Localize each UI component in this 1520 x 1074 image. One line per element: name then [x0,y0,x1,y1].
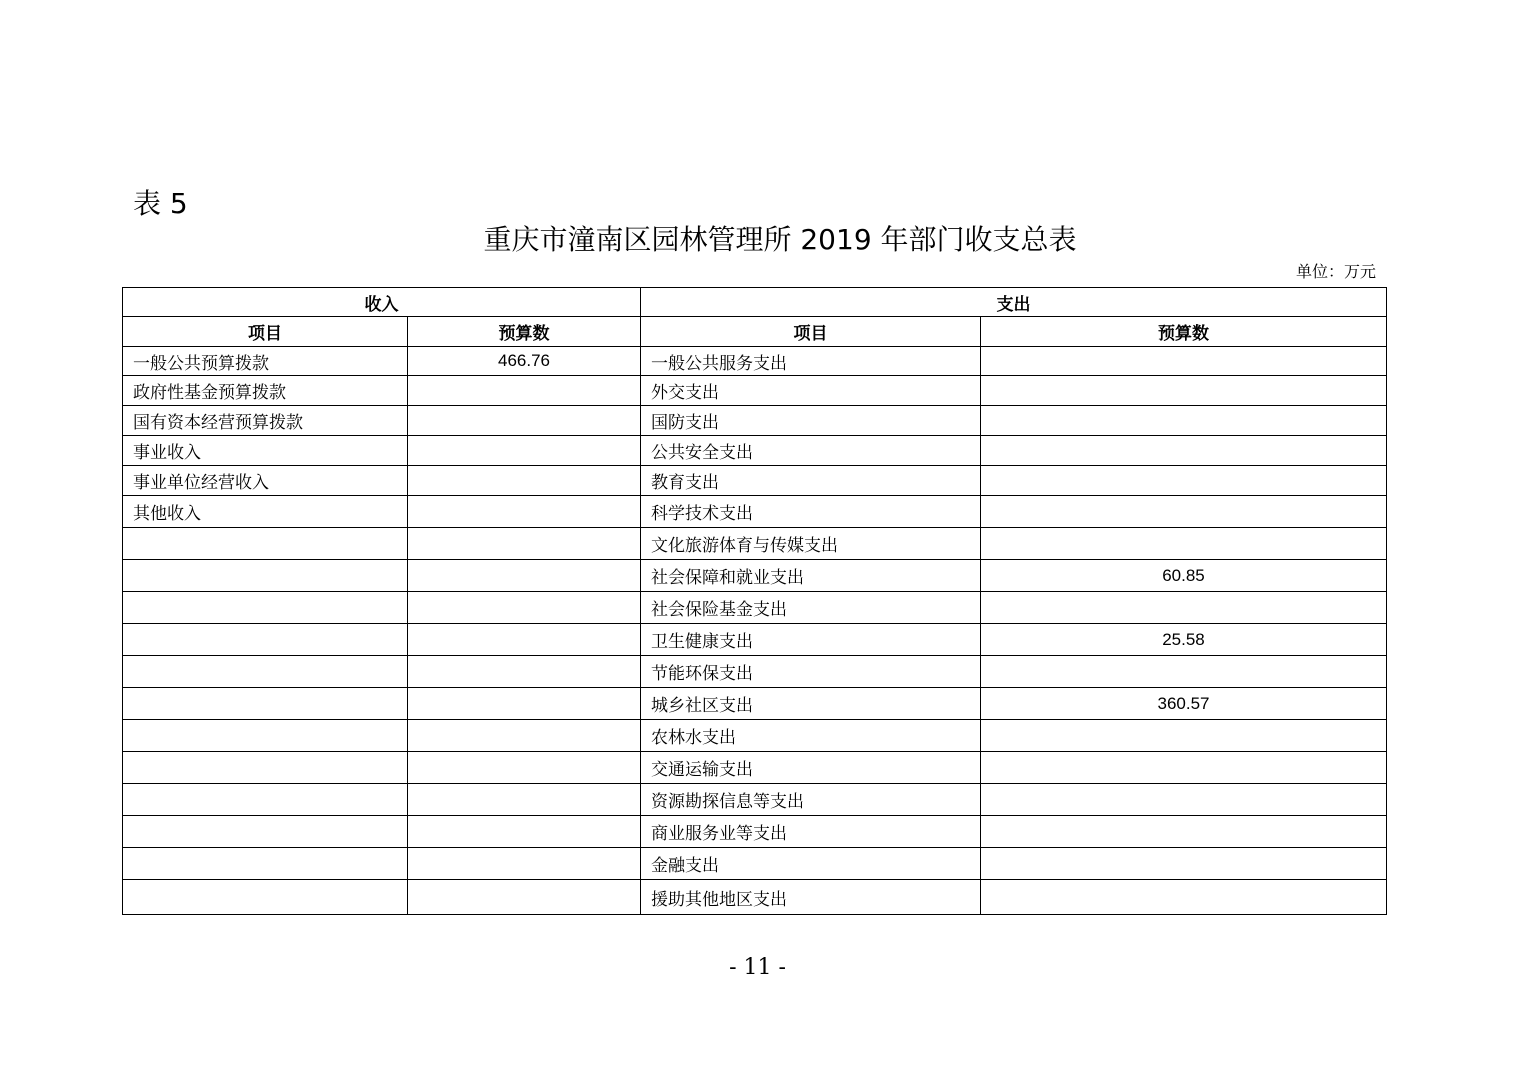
table-row [123,784,1387,816]
expense-value-cell [981,347,1387,376]
income-item-cell [123,656,408,688]
table-row [123,848,1387,880]
table-row [123,436,1387,466]
expense-value-cell [981,848,1387,880]
expense-item-cell: 教育支出 [641,466,981,496]
income-item-cell [123,560,408,592]
page-number: - 11 - [729,955,786,980]
table-row [123,496,1387,528]
expense-value-cell: 60.85 [981,560,1387,592]
income-value-cell: 466.76 [408,347,641,376]
table-row [123,347,1387,376]
income-item-cell [123,528,408,560]
income-item-header: 项目 [123,317,408,347]
expense-item-cell: 一般公共服务支出 [641,347,981,376]
income-item-cell [123,816,408,848]
expense-value-cell [981,466,1387,496]
expense-item-cell: 农林水支出 [641,720,981,752]
expense-item-cell: 公共安全支出 [641,436,981,466]
income-value-cell [408,406,641,436]
expense-item-cell: 金融支出 [641,848,981,880]
expense-item-cell: 商业服务业等支出 [641,816,981,848]
expense-budget-header: 预算数 [981,317,1387,347]
income-item-cell [123,848,408,880]
budget-table [122,287,1387,915]
income-value-cell [408,376,641,406]
table-row [123,592,1387,624]
table-row [123,880,1387,915]
expense-value-cell [981,436,1387,466]
income-header: 收入 [123,288,641,317]
expense-value-cell [981,880,1387,915]
table-row [123,688,1387,720]
table-row [123,752,1387,784]
table-row [123,406,1387,436]
table-row [123,816,1387,848]
expense-item-cell: 文化旅游体育与传媒支出 [641,528,981,560]
table-row [123,528,1387,560]
expense-item-cell: 节能环保支出 [641,656,981,688]
expense-item-cell: 城乡社区支出 [641,688,981,720]
income-value-cell [408,880,641,915]
expense-item-cell: 资源勘探信息等支出 [641,784,981,816]
expense-item-cell: 科学技术支出 [641,496,981,528]
page-title: 重庆市潼南区园林管理所 2019 年部门收支总表 [483,223,1077,256]
income-value-cell [408,752,641,784]
table-row [123,376,1387,406]
expense-item-cell: 社会保险基金支出 [641,592,981,624]
table-row [123,560,1387,592]
income-item-cell [123,688,408,720]
group-header-row [123,288,1387,317]
expense-value-cell [981,816,1387,848]
income-value-cell [408,560,641,592]
expense-value-cell [981,752,1387,784]
expense-value-cell [981,496,1387,528]
income-item-cell: 一般公共预算拨款 [123,347,408,376]
income-value-cell [408,496,641,528]
income-item-cell [123,592,408,624]
income-item-cell [123,752,408,784]
expense-value-cell [981,784,1387,816]
expense-header: 支出 [641,288,1387,317]
income-value-cell [408,436,641,466]
income-budget-header: 预算数 [408,317,641,347]
expense-value-cell [981,528,1387,560]
expense-item-cell: 国防支出 [641,406,981,436]
income-item-cell: 国有资本经营预算拨款 [123,406,408,436]
expense-value-cell [981,720,1387,752]
expense-value-cell [981,406,1387,436]
income-value-cell [408,688,641,720]
income-item-cell: 事业单位经营收入 [123,466,408,496]
income-value-cell [408,528,641,560]
expense-item-cell: 卫生健康支出 [641,624,981,656]
income-item-cell: 其他收入 [123,496,408,528]
expense-value-cell: 25.58 [981,624,1387,656]
income-value-cell [408,720,641,752]
table-label: 表 5 [133,187,188,220]
income-value-cell [408,848,641,880]
income-item-cell: 事业收入 [123,436,408,466]
expense-item-cell: 社会保障和就业支出 [641,560,981,592]
income-value-cell [408,466,641,496]
column-header-row [123,317,1387,347]
table-row [123,624,1387,656]
expense-item-cell: 交通运输支出 [641,752,981,784]
expense-value-cell [981,376,1387,406]
income-item-cell [123,624,408,656]
expense-item-cell: 外交支出 [641,376,981,406]
expense-value-cell [981,656,1387,688]
income-item-cell [123,720,408,752]
table-row [123,720,1387,752]
table-row [123,656,1387,688]
table-row [123,466,1387,496]
income-value-cell [408,816,641,848]
expense-value-cell [981,592,1387,624]
income-item-cell: 政府性基金预算拨款 [123,376,408,406]
income-value-cell [408,784,641,816]
expense-item-cell: 援助其他地区支出 [641,880,981,915]
income-value-cell [408,624,641,656]
income-item-cell [123,880,408,915]
expense-value-cell: 360.57 [981,688,1387,720]
income-item-cell [123,784,408,816]
expense-item-header: 项目 [641,317,981,347]
income-value-cell [408,592,641,624]
income-value-cell [408,656,641,688]
unit-label: 单位：万元 [1295,262,1376,281]
